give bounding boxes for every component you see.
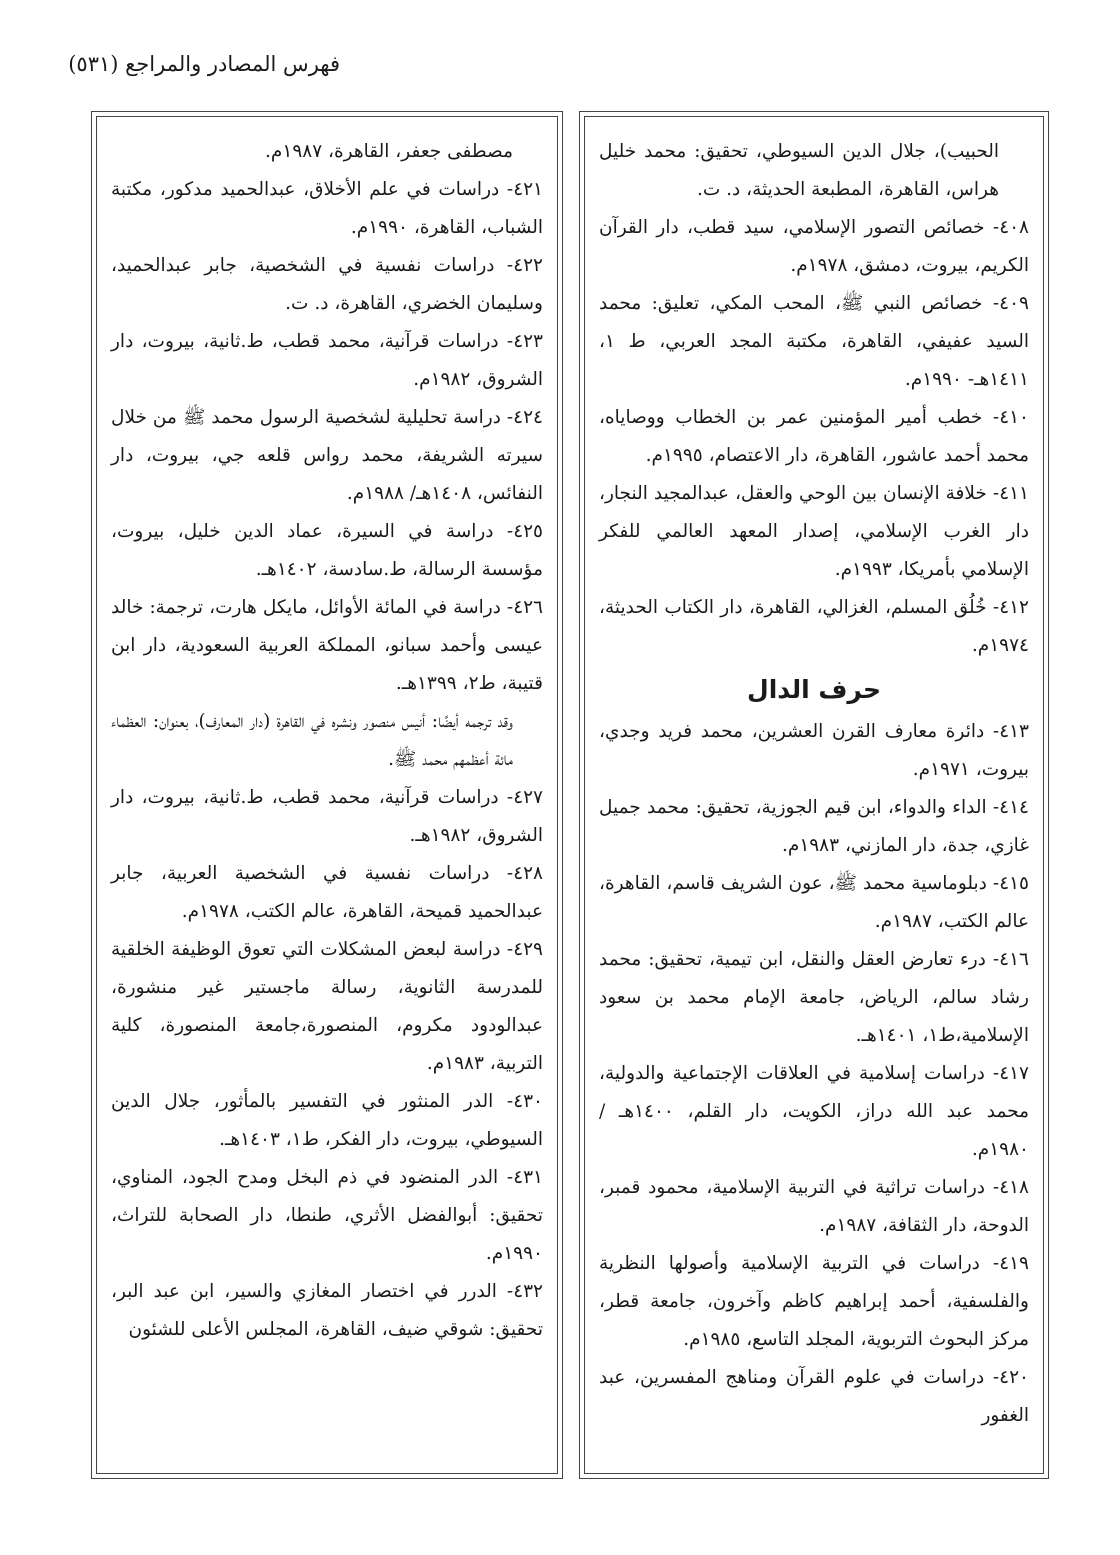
entry-number: ٤١٨- (992, 1177, 1029, 1198)
entry-number: ٤١٩- (992, 1253, 1029, 1274)
bibliography-entry (111, 1083, 543, 1159)
bibliography-entry (599, 1169, 1029, 1245)
entry-text: دراسات في علوم القرآن ومناهج المفسرين، عبد الغفور (599, 1367, 1029, 1426)
entry-number: ٤١١- (992, 483, 1029, 504)
bibliography-entry (599, 1055, 1029, 1169)
entry-text: دراسة تحليلية لشخصية الرسول محمد ﷺ من خلال سيرته الشريفة، محمد رواس قلعه جي، بيروت، دار النفائس، ١٤٠٨هـ/ ١٩٨٨م. (111, 407, 543, 504)
right-entries-before (599, 133, 1029, 665)
bibliography-entry (599, 789, 1029, 865)
entry-text: دراسات في التربية الإسلامية وأصولها النظرية والفلسفية، أحمد إبراهيم كاظم وآخرون، جامعة قطر، مركز البحوث التربوية، المجلد التاسع، ١٩٨٥م. (599, 1253, 1029, 1350)
bibliography-entry (111, 247, 543, 323)
entry-number: ٤٢٩- (506, 939, 543, 960)
entry-text: الداء والدواء، ابن قيم الجوزية، تحقيق: محمد جميل غازي، جدة، دار المازني، ١٩٨٣م. (599, 797, 1029, 856)
bibliography-entry (599, 865, 1029, 941)
entry-text: دراسات قرآنية، محمد قطب، ط.ثانية، بيروت، دار الشروق، ١٩٨٢هـ. (111, 787, 543, 846)
entry-number: ٤٣١- (506, 1167, 543, 1188)
entry-continuation: الحبيب)، جلال الدين السيوطي، تحقيق: محمد خليل هراس، القاهرة، المطبعة الحديثة، د. ت. (599, 141, 999, 200)
entry-text: خصائص التصور الإسلامي، سيد قطب، دار القرآن الكريم، بيروت، دمشق، ١٩٧٨م. (599, 217, 1029, 276)
bibliography-entry (111, 779, 543, 855)
bibliography-entry (599, 285, 1029, 399)
entry-text: دراسات إسلامية في العلاقات الإجتماعية والدولية، محمد عبد الله دراز، الكويت، دار القلم، ١٤٠٠هـ / ١٩٨٠م. (599, 1063, 1029, 1160)
bibliography-entry (599, 209, 1029, 285)
entry-number: ٤١٧- (992, 1063, 1029, 1084)
entry-number: ٤٣٢- (506, 1281, 543, 1302)
entry-number: ٤١٢- (992, 597, 1029, 618)
bibliography-entry (111, 399, 543, 513)
entry-text: الدر المنضود في ذم البخل ومدح الجود، المناوي، تحقيق: أبوالفضل الأثري، طنطا، دار الصحابة للتراث، ١٩٩٠م. (111, 1167, 543, 1264)
entry-number: ٤١٠- (992, 407, 1029, 428)
entry-number: ٤٣٠- (506, 1091, 543, 1112)
entry-text: خُلُق المسلم، الغزالي، القاهرة، دار الكتاب الحديثة، ١٩٧٤م. (599, 597, 1029, 656)
entry-number: ٤١٤- (992, 797, 1029, 818)
bibliography-entry (111, 323, 543, 399)
entry-text: خلافة الإنسان بين الوحي والعقل، عبدالمجيد النجار، دار الغرب الإسلامي، إصدار المعهد العالمي للفكر الإسلامي بأمريكا، ١٩٩٣م. (599, 483, 1029, 580)
entry-number: ٤٢٥- (506, 521, 543, 542)
entry-number: ٤٠٨- (992, 217, 1029, 238)
entry-continuation: مصطفى جعفر، القاهرة، ١٩٨٧م. (265, 141, 513, 162)
entry-text: الدر المنثور في التفسير بالمأثور، جلال الدين السيوطي، بيروت، دار الفكر، ط١، ١٤٠٣هـ. (111, 1091, 543, 1150)
bibliography-entry (599, 1359, 1029, 1435)
left-column (96, 116, 558, 1474)
entry-number: ٤١٦- (992, 949, 1029, 970)
bibliography-entry (111, 589, 543, 703)
entry-number: ٤٢٧- (506, 787, 543, 808)
entry-number: ٤٠٩- (992, 293, 1029, 314)
entry-number: ٤٢٠- (992, 1367, 1029, 1388)
entry-text: دبلوماسية محمد ﷺ، عون الشريف قاسم، القاهرة، عالم الكتب، ١٩٨٧م. (599, 873, 1029, 932)
bibliography-entry (111, 1273, 543, 1349)
bibliography-entry (111, 1159, 543, 1273)
entry-text: دراسات نفسية في الشخصية، جابر عبدالحميد، وسليمان الخضري، القاهرة، د. ت. (111, 255, 543, 314)
entry-text: دراسات تراثية في التربية الإسلامية، محمود قمبر، الدوحة، دار الثقافة، ١٩٨٧م. (599, 1177, 1029, 1236)
left-entries (111, 133, 543, 1349)
entry-text: دراسات قرآنية، محمد قطب، ط.ثانية، بيروت، دار الشروق، ١٩٨٢م. (111, 331, 543, 390)
entry-number: ٤٢٦- (506, 597, 543, 618)
right-column (584, 116, 1044, 1474)
entry-number: ٤١٥- (992, 873, 1029, 894)
entry-text: خطب أمير المؤمنين عمر بن الخطاب ووصاياه، محمد أحمد عاشور، القاهرة، دار الاعتصام، ١٩٩٥م. (599, 407, 1029, 466)
bibliography-entry (599, 713, 1029, 789)
bibliography-entry (111, 171, 543, 247)
bibliography-entry (111, 931, 543, 1083)
entry-text: دائرة معارف القرن العشرين، محمد فريد وجدي، بيروت، ١٩٧١م. (599, 721, 1029, 780)
page-header: فهرس المصادر والمراجع (٥٣١) (68, 52, 340, 76)
entry-number: ٤٢٨- (506, 863, 543, 884)
entry-note: وقد ترجمه أيضًا: أنيس منصور ونشره في القاهرة (دار المعارف)، بعنوان: العظماء مائة أعظمهم محمد ﷺ. (111, 711, 513, 770)
entry-text: دراسة في المائة الأوائل، مايكل هارت، ترجمة: خالد عيسى وأحمد سبانو، المملكة العربية السعودية، دار ابن قتيبة، ط٢، ١٣٩٩هـ. (111, 597, 543, 694)
entry-number: ٤٢١- (506, 179, 543, 200)
entry-text: درء تعارض العقل والنقل، ابن تيمية، تحقيق: محمد رشاد سالم، الرياض، جامعة الإمام محمد بن سعود الإسلامية،ط١، ١٤٠١هـ. (599, 949, 1029, 1046)
bibliography-entry (111, 513, 543, 589)
bibliography-entry (111, 855, 543, 931)
section-title: حرف الدال (747, 675, 881, 704)
entry-number: ٤١٣- (992, 721, 1029, 742)
entry-text: دراسات في علم الأخلاق، عبدالحميد مدكور، مكتبة الشباب، القاهرة، ١٩٩٠م. (111, 179, 543, 238)
bibliography-entry (599, 475, 1029, 589)
entry-number: ٤٢٣- (506, 331, 543, 352)
entry-number: ٤٢٢- (506, 255, 543, 276)
bibliography-entry (599, 1245, 1029, 1359)
entry-number: ٤٢٤- (506, 407, 543, 428)
bibliography-entry (599, 941, 1029, 1055)
entry-text: دراسة لبعض المشكلات التي تعوق الوظيفة الخلقية للمدرسة الثانوية، رسالة ماجستير غير منشورة، عبدالودود مكروم، المنصورة،جامعة المنصورة، كلية التربية، ١٩٨٣م. (111, 939, 543, 1074)
bibliography-entry (599, 399, 1029, 475)
entry-text: دراسة في السيرة، عماد الدين خليل، بيروت، مؤسسة الرسالة، ط.سادسة، ١٤٠٢هـ. (111, 521, 543, 580)
entry-text: دراسات نفسية في الشخصية العربية، جابر عبدالحميد قميحة، القاهرة، عالم الكتب، ١٩٧٨م. (111, 863, 543, 922)
right-entries-after (599, 713, 1029, 1435)
bibliography-entry (599, 589, 1029, 665)
entry-text: خصائص النبي ﷺ، المحب المكي، تعليق: محمد السيد عفيفي، القاهرة، مكتبة المجد العربي، ط ١، ١٤١١هـ- ١٩٩٠م. (599, 293, 1029, 390)
entry-text: الدرر في اختصار المغازي والسير، ابن عبد البر، تحقيق: شوقي ضيف، القاهرة، المجلس الأعلى للشئون (111, 1281, 543, 1340)
